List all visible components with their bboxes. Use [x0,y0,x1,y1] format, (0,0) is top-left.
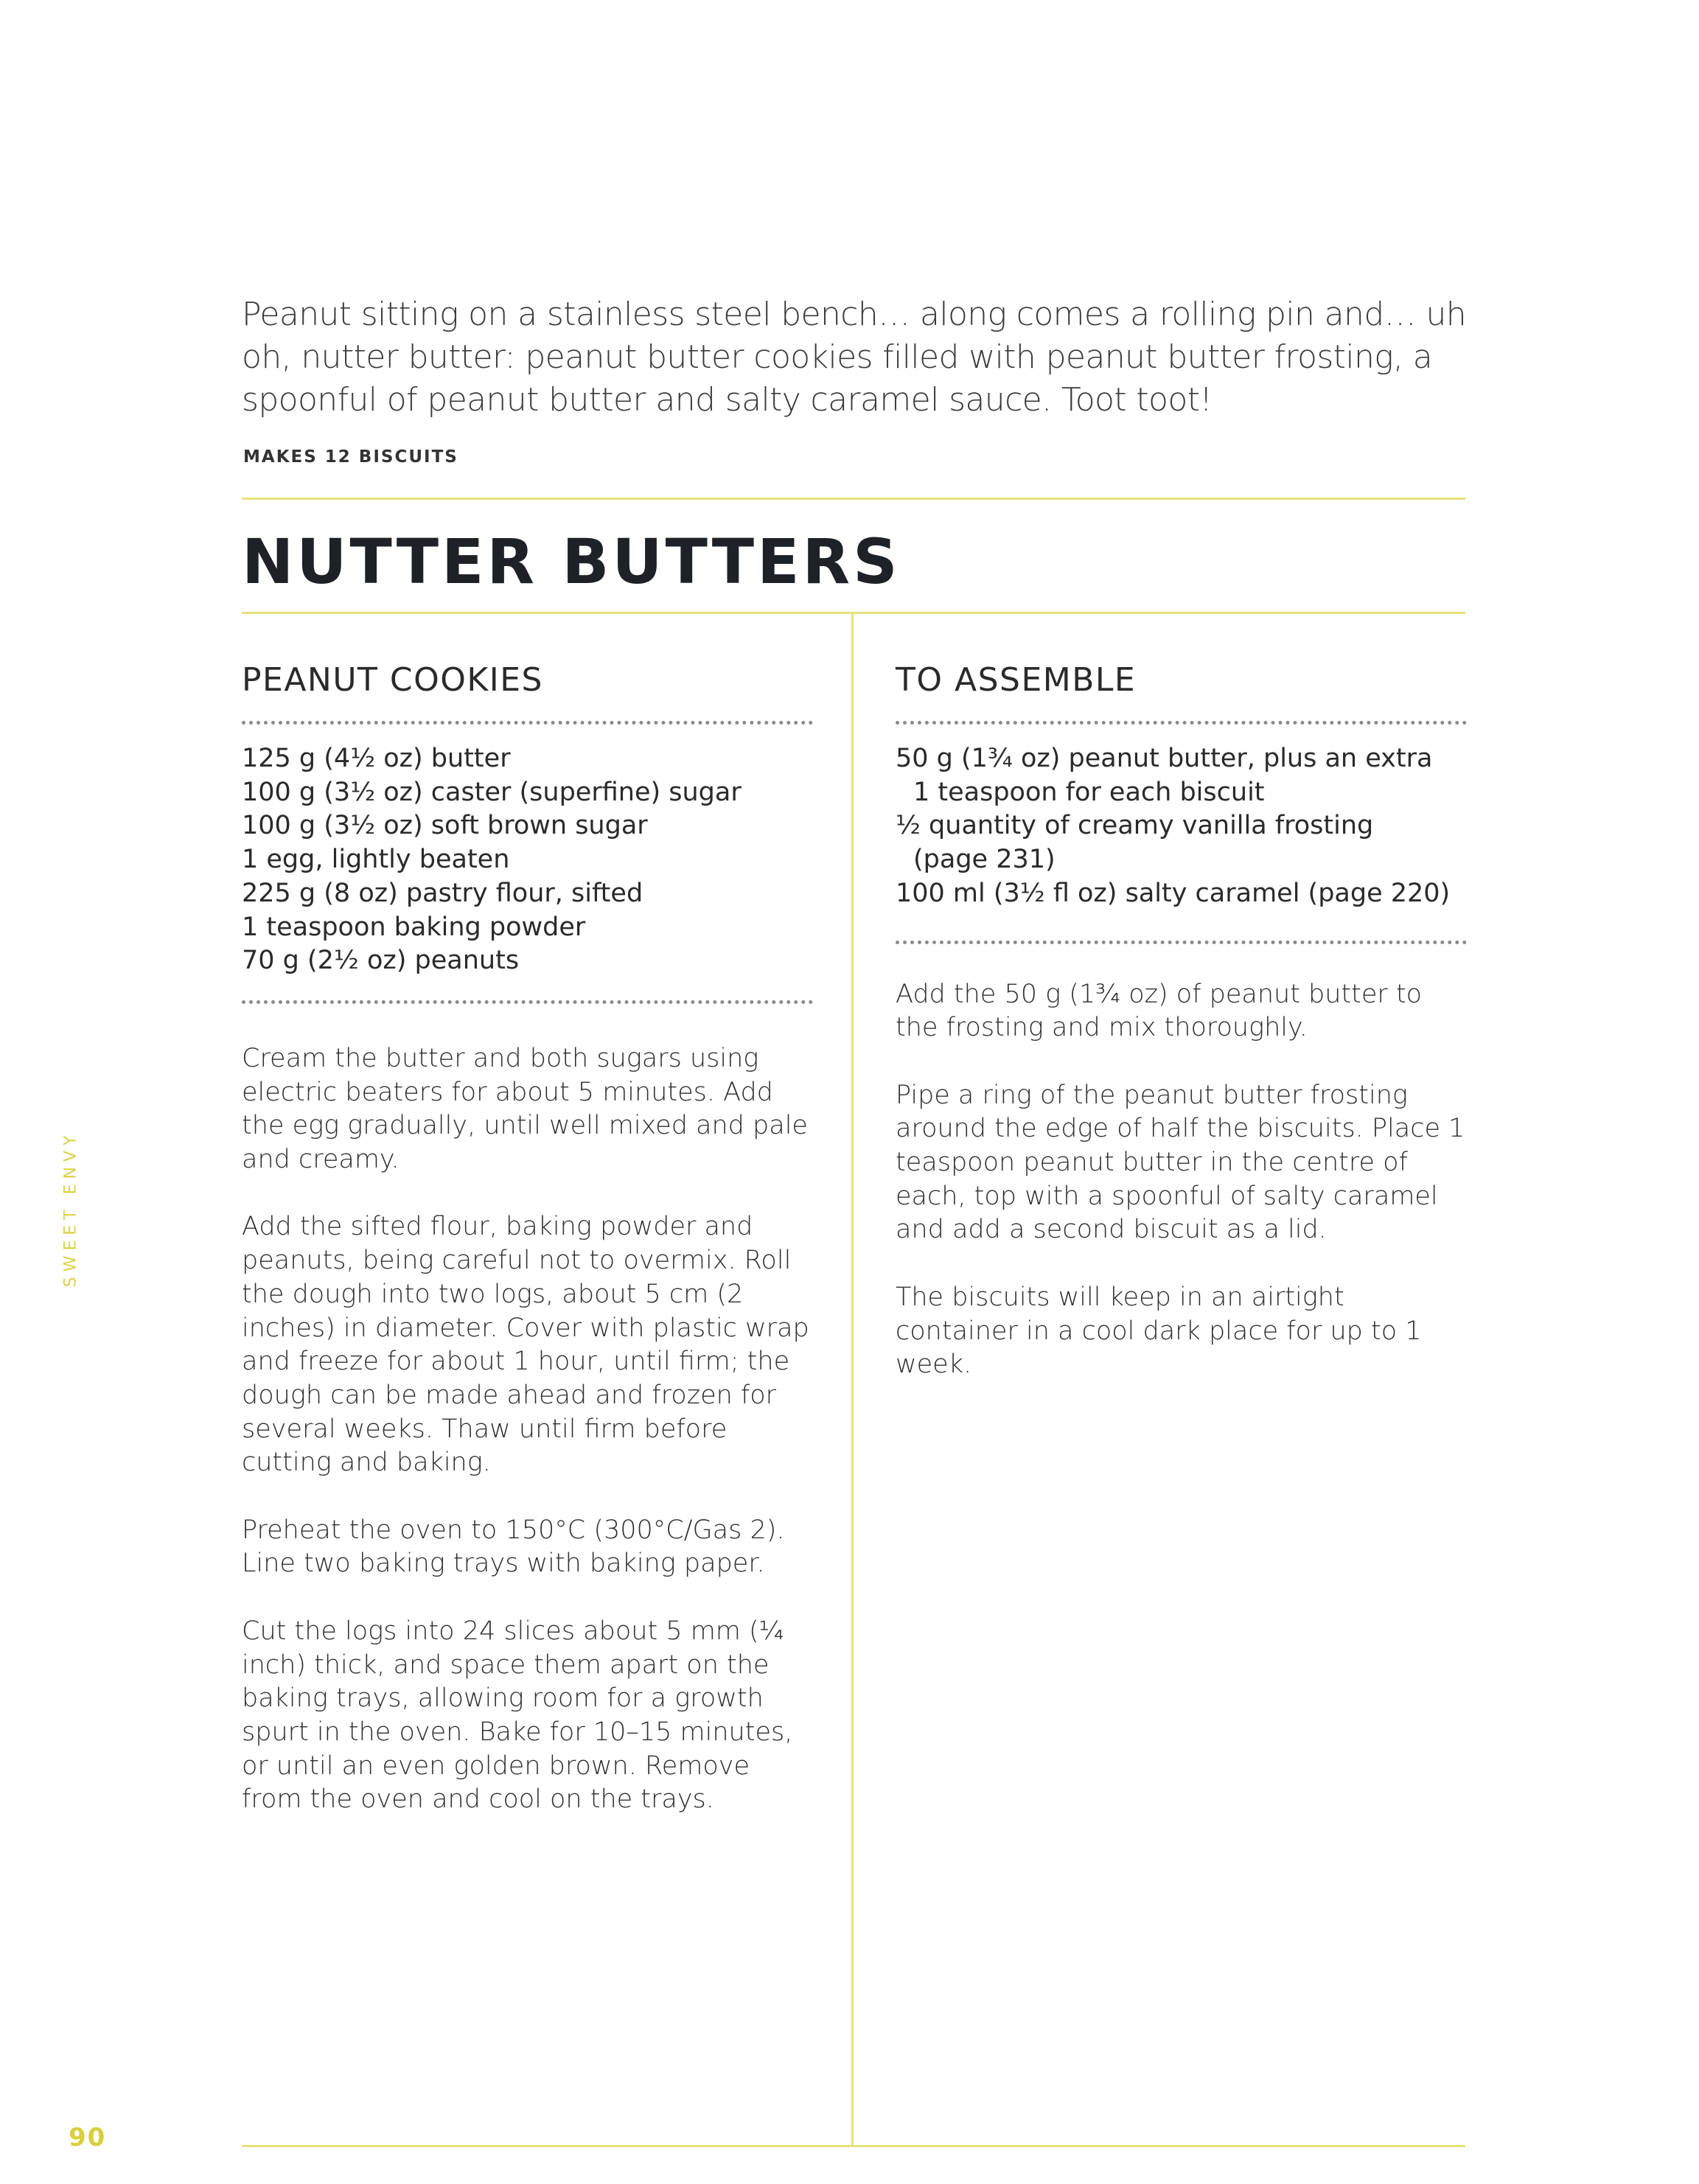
ingredient-list [242,742,813,978]
ingredient-line: ½ quantity of creamy vanilla frosting [896,811,1374,841]
ingredient-item: 100 g (3½ oz) caster (superfine) sugar [242,777,742,807]
ingredient-item [896,809,1467,876]
method-step: The biscuits will keep in an airtight container in a cool dark place for up to 1 week. [896,1282,1422,1380]
recipe-yield: MAKES 12 BISCUITS [243,447,458,467]
bottom-divider [242,2145,1465,2147]
ingredient-list [896,742,1467,911]
ingredient-line: 50 g (1¾ oz) peanut butter, plus an extra [896,744,1433,773]
section-heading-peanut-cookies: PEANUT COOKIES [242,661,543,699]
ingredient-item [896,877,1467,911]
dotted-rule [896,941,1467,944]
peanut-cookies-column [242,658,813,1851]
ingredient-item: 1 teaspoon baking powder [242,912,586,942]
to-assemble-column [896,658,1467,1416]
section-label: SWEET ENVY [61,1130,80,1288]
ingredient-item: 225 g (8 oz) pastry flour, sifted [242,878,643,908]
method-steps [242,1042,813,1817]
method-step: Add the sifted flour, baking powder and peanuts, being careful not to overmix. Roll the dough into two logs, about 5 cm (2 inches) in diameter. Cover with plastic wrap and freeze for about 1 hour, until firm; the dough can be made ahead and frozen for several weeks. Thaw until firm before cutting and baking. [242,1212,809,1478]
ingredient-line: 100 ml (3½ fl oz) salty caramel (page 220) [896,878,1451,908]
dotted-rule [242,721,813,725]
method-step: Cut the logs into 24 slices about 5 mm (¼ inch) thick, and space them apart on the baking trays, allowing room for a growth spurt in the oven. Bake for 10–15 minutes, or until an even golden brown. Remove from the oven and cool on the trays. [242,1616,793,1815]
dotted-rule [896,721,1467,725]
ingredient-continuation: (page 231) [913,845,1056,875]
method-step: Preheat the oven to 150°C (300°C/Gas 2). Line two baking trays with baking paper. [242,1515,785,1579]
dotted-rule [242,1000,813,1004]
column-divider [851,613,854,2145]
method-step: Add the 50 g (1¾ oz) of peanut butter to the frosting and mix thoroughly. [896,979,1423,1043]
ingredient-item [896,742,1467,809]
method-steps [896,978,1467,1382]
section-heading-to-assemble: TO ASSEMBLE [896,661,1137,699]
title-divider [242,612,1465,614]
intro-paragraph: Peanut sitting on a stainless steel bench… along comes a rolling pin and… uh oh, nutter butter: peanut butter cookies filled with peanut butter frosting, a spoonful of peanut butter and salty caramel sauce. Toot toot! [242,296,1467,419]
page-number: 90 [69,2123,107,2152]
recipe-title: NUTTER BUTTERS [242,526,901,598]
method-step: Pipe a ring of the peanut butter frosting around the edge of half the biscuits. Place 1 teaspoon peanut butter in the centre of each, top with a spoonful of salty caramel and add a second biscuit as a lid. [896,1080,1465,1245]
ingredient-item: 70 g (2½ oz) peanuts [242,946,520,976]
ingredient-item: 1 egg, lightly beaten [242,845,510,875]
ingredient-item: 100 g (3½ oz) soft brown sugar [242,811,648,841]
ingredient-continuation: 1 teaspoon for each biscuit [913,777,1265,807]
ingredient-item: 125 g (4½ oz) butter [242,744,511,773]
top-divider [242,498,1465,500]
method-step: Cream the butter and both sugars using electric beaters for about 5 minutes. Add the egg gradually, until well mixed and pale and creamy. [242,1043,808,1175]
